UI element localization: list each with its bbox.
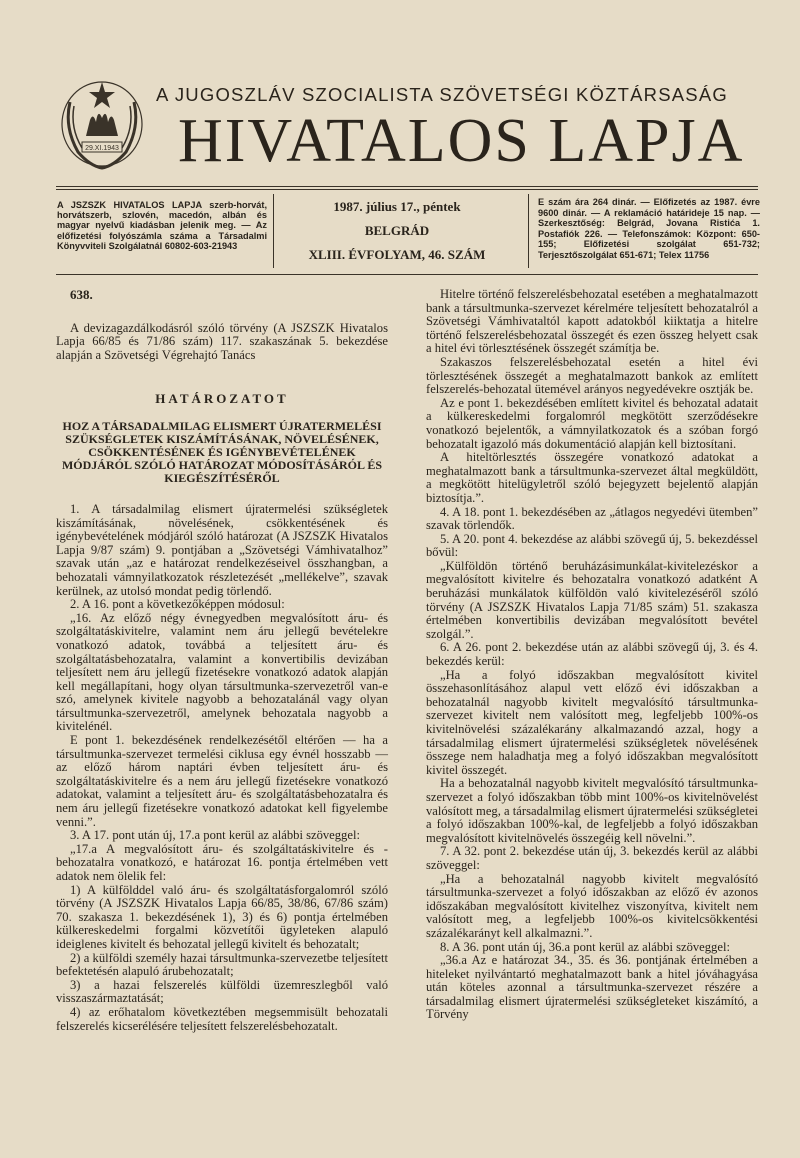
price-contact-notice: E szám ára 264 dinár. — Előfizetés az 1987. évre 9600 dinár. — A reklamáció határideje 15 nap. — Szerkesztőség: Belgrád, Jovana Ristića 1. Postafiók 226. — Telefonszámok: Központ: 650-155; Előfizetési szolgálat 651-732; Terjesztőszolgálat 651-671; Telex 11756 xyxy=(538,197,760,260)
header-bottom-rule xyxy=(56,274,758,275)
header-divider xyxy=(528,194,529,268)
header-divider xyxy=(273,194,274,268)
emblem-date: 29.XI.1943 xyxy=(85,145,119,152)
language-subscription-notice: A JSZSZK HIVATALOS LAPJA szerb-horvát, horvátszerb, szlovén, macedón, albán és magyar nyelvű kiadásban jelenik meg. — Az előfizetési folyószámla száma a Társadalmi Könyvviteli Szolgálatnál 60802-603-21943 xyxy=(57,200,267,251)
masthead-rule-thin xyxy=(56,189,758,190)
paragraph: Hitelre történő felszerelésbehozatal esetében a meghatalmazott bank a társultmunka-szervezet kérelmére teljesített behozatalról a Szövetségi Vámhivataltól kapott adatokból kiiktatja a hitelre történő felszerelésbehozatal összegét és ezen összeg helyett csak a hitel évi törlesztésének összegét számítja be. xyxy=(426,287,758,356)
issue-place: BELGRÁD xyxy=(364,223,430,238)
paragraph: Szakaszos felszerelésbehozatal esetén a hitel évi törlesztésének összegét a meghatalmazott bankok az említett felszerelés-behozatal ütemével arányos negyedévekre osztják be. xyxy=(426,354,758,397)
paragraph: A hiteltörlesztés összegére vonatkozó adatokat a meghatalmazott bank a társultmunka-szervezet által megküldött, a megkötött hitelügyletről szóló bejegyzett bejelentő alapján biztosítja.”. xyxy=(426,450,758,505)
paragraph: „36.a Az e határozat 34., 35. és 36. pontjának értelmében a hiteleket nyilvántartó meghatalmazott bank a hitel jóváhagyása után köteles azonnal a társultmunka-szervezet részére a társadalmilag elismert újratermelési szükségleteket kiszámító, a Törvény xyxy=(426,953,758,1022)
paragraph: 8. A 36. pont után új, 36.a pont kerül az alábbi szöveggel: xyxy=(440,939,730,954)
paragraph: 1) A külfölddel való áru- és szolgáltatásforgalomról szóló törvény (A JSZSZK Hivatalos Lapja 66/85, 38/86, 67/86 szám) 70. szakasza 1. bekezdésének 1), 3) és 6) pontja értelmében külkereskedelmi forgalmi közvetítői ügyleteken alapuló ideiglenes kivitelt és behozatal jellegű kivitelt és behozatalt; xyxy=(56,882,388,951)
issue-info xyxy=(282,199,512,271)
masthead-supertitle: A JUGOSZLÁV SZOCIALISTA SZÖVETSÉGI KÖZTÁRSASÁG xyxy=(156,84,728,105)
decision-label: HATÁROZATOT xyxy=(155,391,289,407)
paragraph: 3. A 17. pont után új, 17.a pont kerül az alábbi szöveggel: xyxy=(70,828,360,843)
paragraph: 3) a hazai felszerelés külföldi üzemreszlegből való visszaszármaztatását; xyxy=(56,977,388,1006)
masthead-title: HIVATALOS LAPJA xyxy=(178,107,745,175)
state-emblem-icon xyxy=(56,72,148,172)
paragraph: 6. A 26. pont 2. bekezdése után az alábbi szövegű új, 3. és 4. bekezdés kerül: xyxy=(426,640,758,669)
paragraph: „17.a A megvalósított áru- és szolgáltatáskivitelre és -behozatalra vonatkozó, e határozat 16. pontja értelmében vett adatok nem ölelik fel: xyxy=(56,841,388,883)
paragraph: „Ha a folyó időszakban megvalósított kivitel összehasonlításához alapul vett előző évi időszakban a behozatalnál nagyobb kivitelt megvalósító társultmunka-szervezet kivitelt nem valósított meg, legfeljebb 100%-os kivitelnövelési százalékarány alkalmazandó azzal, hogy a társadalmilag elismert újratermelési szükségletek növelésének összege nem haladhatja meg a folyó időszakban megvalósított kivitel összegét. xyxy=(426,667,758,777)
paragraph: 2) a külföldi személy hazai társultmunka-szervezetbe teljesített befektetésén alapuló árubehozatalt; xyxy=(56,950,388,979)
paragraph: 2. A 16. pont a következőképpen módosul: xyxy=(70,597,285,612)
paragraph: E pont 1. bekezdésének rendelkezésétől eltérően — ha a társultmunka-szervezet termelési ciklusa egy évnél hosszabb — az előző három naptári évben teljesített áru- és szolgáltatáskivitelre és a nem áru jellegű fizetésekre vonatkozó adatokat, valamint a teljesített áru- és szolgáltatásbehozatalra és nem áru jellegű fizetésekre vonatkozó adatokat kell figyelembe venni.”. xyxy=(56,733,388,829)
left-column xyxy=(56,288,388,1033)
decision-title: HOZ A TÁRSADALMILAG ELISMERT ÚJRATERMELÉSI SZÜKSÉGLETEK KISZÁMÍTÁSÁNAK, NÖVELÉSÉNEK, CSÖKKENTÉSÉNEK ÉS IGÉNYBEVÉTELÉNEK MÓDJÁRÓL SZÓLÓ HATÁROZAT MÓDOSÍTÁSÁRÓL ÉS KIEGÉSZÍTÉSÉRŐL xyxy=(61,418,383,485)
paragraph: 1. A társadalmilag elismert újratermelési szükségletek kiszámításának, növelésének, csökkentésének és igénybevételének módjáról szóló határozat (A JSZSZK Hivatalos Lapja 9/87 szám) 9. pontjában a „Szövetségi Vámhivatalhoz” szavak után „az e határozat rendelkezéseivel összhangban, a behozatali vámnyilatkozatok részletezését „mellékelve”, szavak kerülnek, az utolsó mondat pedig törlendő. xyxy=(56,501,388,598)
paragraph: „Külföldön történő beruházásimunkálat-kivitelezéskor a megvalósított kivitelre és behozatalra vonatkozó adatként A beruházási munkálatok külföldön való kivitelezéséről szóló törvény (A JSZSZK Hivatalos Lapja 71/85 szám) 51. szakasza értelmében konvertibilis devizában megvalósított bevétel szolgál.”. xyxy=(426,558,758,641)
paragraph: 4) az erőhatalom következtében megsemmisült behozatali felszerelés kicserélésére teljesített felszerelésbehozatalt. xyxy=(56,1004,388,1033)
masthead-rule xyxy=(56,186,758,187)
paragraph: 5. A 20. pont 4. bekezdése az alábbi szövegű új, 5. bekezdéssel bővül: xyxy=(426,531,758,560)
paragraph: „Ha a behozatalnál nagyobb kivitelt megvalósító társultmunka-szervezet a folyó időszakban az előző év azonos időszakában megvalósított kivitelhez viszonyítva, kivitelt nem valósított meg, a legfeljebb 100%-os kivitelcsökkentési százalékarányt kell alkalmazni.”. xyxy=(426,871,758,940)
preamble: A devizagazdálkodásról szóló törvény (A JSZSZK Hivatalos Lapja 66/85 és 71/86 szám) 117. szakaszának 5. bekezdése alapján a Szövetségi Végrehajtó Tanács xyxy=(56,320,388,362)
act-number: 638. xyxy=(70,287,93,302)
issue-volume: XLIII. ÉVFOLYAM, 46. SZÁM xyxy=(308,247,486,262)
paragraph: „16. Az előző négy évnegyedben megvalósított áru- és szolgáltatáskivitelre, valamint nem áru jellegű bevételekre vonatkozó adatok, továbbá a teljesített áru- és szolgáltatásbehozatalra, valamint a konvertibilis devizában teljesített nem áru jellegű fizetésekre vonatkozó adatok alapján kell megállapítani, hogy olyan társultmunka-szervezetről van-e szó, amelynek kivitele nagyobb a behozatalánál vagy olyan társultmunka-szervezetről, amelynek behozatala nagyobb a kivitelénél. xyxy=(56,610,388,734)
issue-date: 1987. július 17., péntek xyxy=(333,199,461,214)
paragraph: Az e pont 1. bekezdésében említett kivitel és behozatal adatait a külkereskedelmi forgalomról megkötött szerződésekre vonatkozó bejelentők, a vámnyilatkozatok és a szóban forgó behozatalt igazoló más dokumentáció alapján kell biztosítani. xyxy=(426,395,758,451)
paragraph: 4. A 18. pont 1. bekezdésében az „átlagos negyedévi ütemben” szavak törlendők. xyxy=(426,504,758,533)
paragraph: 7. A 32. pont 2. bekezdése után új, 3. bekezdés kerül az alábbi szöveggel: xyxy=(426,844,758,872)
paragraph: Ha a behozatalnál nagyobb kivitelt megvalósító társultmunka-szervezet a folyó időszakban több mint 100%-os kivitelnövelést valósított meg, a társadalmilag elismert újratermelési szükségletei a folyó időszakban 100%-kal, de legfeljebb a folyó időszakban megvalósított kivitelnövelés összegéig kell növelni.”. xyxy=(426,776,758,845)
right-column xyxy=(426,288,758,1022)
